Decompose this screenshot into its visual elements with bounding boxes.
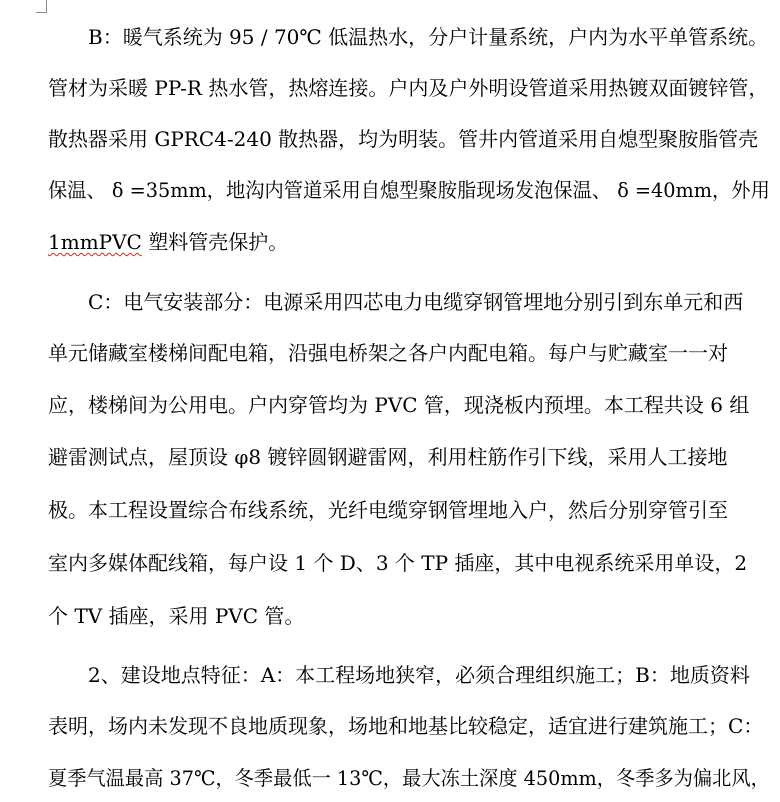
heating-line-1: B：暖气系统为 95 / 70℃ 低温热水，分户计量系统，户内为水平单管系统。 bbox=[88, 25, 769, 49]
heating-line-2: 管材为采暖 PP-R 热水管，热熔连接。户内及户外明设管道采用热镀双面镀锌管， bbox=[48, 76, 769, 100]
electrical-line-6: 室内多媒体配线箱，每户设 1 个 D、3 个 TP 插座，其中电视系统采用单设，2 bbox=[48, 551, 748, 575]
electrical-line-4: 避雷测试点，屋顶设 φ8 镀锌圆钢避雷网，利用柱筋作引下线，采用人工接地 bbox=[48, 445, 728, 469]
electrical-line-1: C：电气安装部分：电源采用四芯电力电缆穿钢管埋地分别引到东单元和西 bbox=[88, 290, 744, 314]
electrical-line-3: 应，楼梯间为公用电。户内穿管均为 PVC 管，现浇板内预埋。本工程共设 6 组 bbox=[48, 393, 750, 417]
heating-line-3: 散热器采用 GPRC4-240 散热器，均为明装。管井内管道采用自熄型聚胺脂管壳 bbox=[48, 127, 759, 151]
site-line-3: 夏季气温最高 37℃，冬季最低一 13℃，最大冻土深度 450mm，冬季多为偏北风， bbox=[48, 766, 770, 790]
site-line-1: 2、建设地点特征：A：本工程场地狭窄，必须合理组织施工；B：地质资料 bbox=[88, 663, 750, 687]
electrical-line-5: 极。本工程设置综合布线系统，光纤电缆穿钢管埋地入户，然后分别穿管引至 bbox=[48, 498, 728, 522]
electrical-line-2: 单元储藏室楼梯间配电箱，沿强电桥架之各户内配电箱。每户与贮藏室一一对 bbox=[48, 341, 728, 365]
page-corner-mark bbox=[36, 0, 47, 13]
heating-line-5 bbox=[48, 229, 288, 255]
spellcheck-flagged-text[interactable]: 1mmPVC bbox=[48, 230, 142, 254]
site-line-2: 表明，场内未发现不良地质现象，场地和地基比较稳定，适宜进行建筑施工；C： bbox=[48, 714, 764, 738]
heating-line-4: 保温、 δ =35mm，地沟内管道采用自熄型聚胺脂现场发泡保温、 δ =40mm，外用 bbox=[48, 178, 770, 202]
heating-line-5-rest: 塑料管壳保护。 bbox=[141, 230, 289, 254]
electrical-line-7: 个 TV 插座，采用 PVC 管。 bbox=[48, 604, 305, 628]
